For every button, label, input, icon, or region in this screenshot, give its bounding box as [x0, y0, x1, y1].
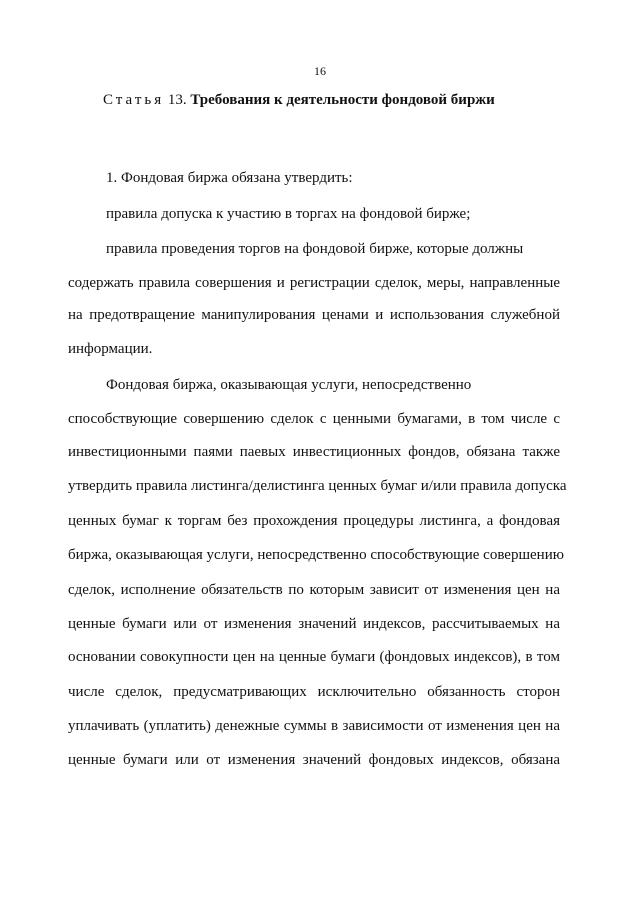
- article-number: 13.: [167, 92, 187, 108]
- exchange-paragraph-line: ценные бумаги или от изменения значений фондовых индексов, обязана: [68, 752, 560, 768]
- exchange-paragraph-line: инвестиционными паями паевых инвестиционных фондов, обязана также: [68, 444, 560, 460]
- exchange-paragraph-line: способствующие совершению сделок с ценными бумагами, в том числе с: [68, 411, 560, 427]
- exchange-paragraph-line: Фондовая биржа, оказывающая услуги, непосредственно: [106, 377, 472, 393]
- rules-admission-line: правила допуска к участию в торгах на фондовой бирже;: [106, 206, 471, 222]
- exchange-paragraph-line: числе сделок, предусматривающих исключительно обязанность сторон: [68, 684, 560, 700]
- exchange-paragraph-line: сделок, исполнение обязательств по которым зависит от изменения цен на: [68, 582, 560, 598]
- rules-trading-line: правила проведения торгов на фондовой бирже, которые должны: [106, 241, 524, 257]
- exchange-paragraph-line: ценные бумаги или от изменения значений индексов, рассчитываемых на: [68, 616, 560, 632]
- rules-trading-line: на предотвращение манипулирования ценами и использования служебной: [68, 307, 560, 323]
- article-title: Требования к деятельности фондовой биржи: [190, 92, 495, 108]
- rules-trading-line: информации.: [68, 341, 153, 357]
- page-number: 16: [314, 64, 326, 78]
- exchange-paragraph-line: уплачивать (уплатить) денежные суммы в зависимости от изменения цен на: [68, 718, 560, 734]
- rules-trading-line: содержать правила совершения и регистрации сделок, меры, направленные: [68, 275, 560, 291]
- exchange-paragraph-line: ценных бумаг к торгам без прохождения процедуры листинга, а фондовая: [68, 513, 560, 529]
- item-1-intro: 1. Фондовая биржа обязана утвердить:: [106, 170, 353, 186]
- article-heading: [103, 92, 495, 109]
- exchange-paragraph-line: основании совокупности цен на ценные бумаги (фондовых индексов), в том: [68, 649, 560, 665]
- exchange-paragraph-line: биржа, оказывающая услуги, непосредственно способствующие совершению: [68, 547, 564, 563]
- article-label: Статья: [103, 92, 165, 108]
- exchange-paragraph-line: утвердить правила листинга/делистинга ценных бумаг и/или правила допуска: [68, 478, 567, 494]
